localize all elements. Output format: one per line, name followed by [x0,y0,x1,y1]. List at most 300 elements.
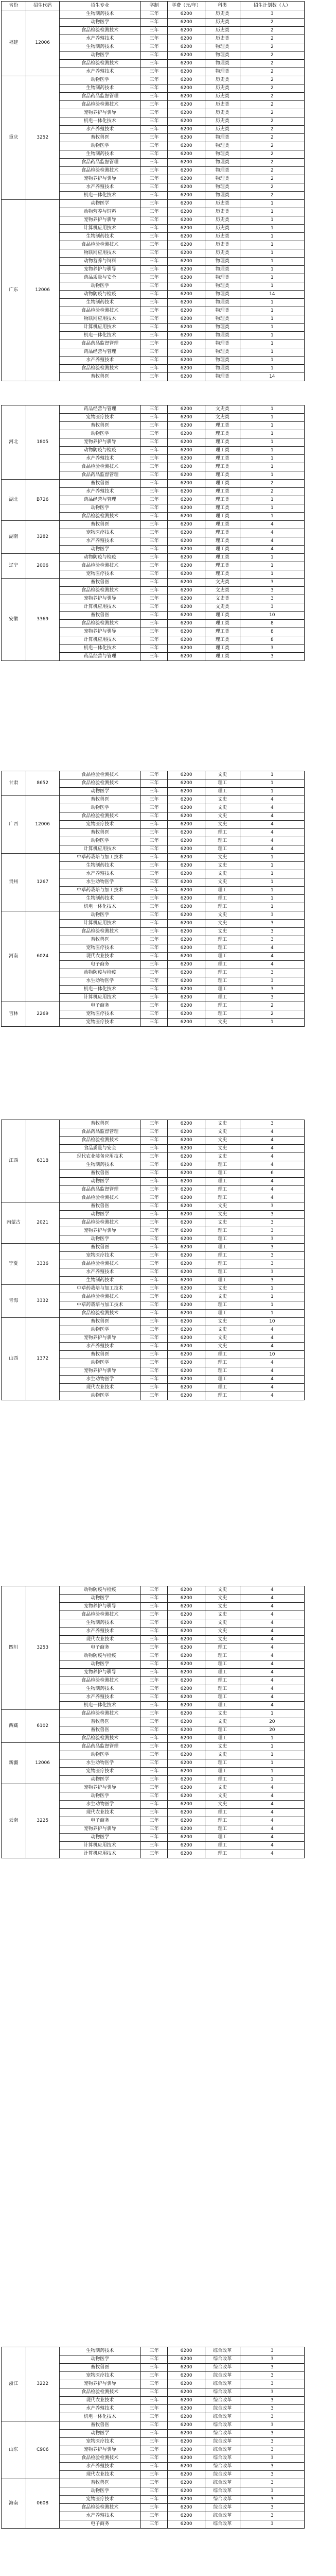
category-cell: 综合改革 [205,2421,240,2430]
major-cell: 宠物养护与驯导 [59,595,140,603]
major-cell: 动物医学 [59,1326,140,1334]
table-row [2,796,305,804]
tuition-cell: 6200 [168,1186,205,1194]
category-cell: 历史类 [205,233,240,241]
category-cell: 综合改革 [205,2454,240,2463]
category-cell: 文史 [205,1751,240,1759]
plan-cell: 1 [240,1293,304,1301]
tuition-cell: 6200 [168,1392,205,1400]
tuition-cell: 6200 [168,595,205,603]
province-cell: 广东 [2,200,26,381]
major-cell: 动物医学 [59,2430,140,2438]
category-cell: 文史 [205,1153,240,1161]
years-cell: 三年 [140,1809,168,1817]
years-cell: 三年 [140,357,168,365]
tuition-cell: 6200 [168,455,205,463]
plan-cell: 2 [240,76,304,84]
province-cell: 河北 [2,405,26,480]
major-cell: 水产养殖技术 [59,537,140,546]
major-cell: 动物医学 [59,1595,140,1603]
plan-cell: 4 [240,521,304,529]
years-cell: 三年 [140,463,168,471]
tuition-cell: 6200 [168,414,205,422]
plan-cell: 1 [240,1751,304,1759]
code-cell: 8652 [26,771,59,796]
province-cell: 辽宁 [2,554,26,579]
category-cell: 理工 [205,1351,240,1359]
major-cell: 动物医学 [59,788,140,796]
years-cell: 三年 [140,1801,168,1809]
major-cell: 食品检验检测技术 [59,167,140,175]
tuition-cell: 6200 [168,1768,205,1776]
tuition-cell: 6200 [168,2496,205,2504]
years-cell: 三年 [140,43,168,52]
province-cell: 海南 [2,2479,26,2529]
years-cell: 三年 [140,274,168,282]
major-cell: 生物制药技术 [59,2347,140,2355]
plan-cell: 3 [240,1211,304,1219]
province-cell: 山东 [2,2421,26,2479]
province-cell: 四川 [2,1586,26,1710]
plan-cell: 4 [240,1186,304,1194]
tuition-cell: 6200 [168,340,205,348]
category-cell: 综合改革 [205,2520,240,2529]
plan-cell: 1 [240,274,304,282]
tuition-cell: 6200 [168,1301,205,1310]
category-cell: 理工 [205,1235,240,1244]
category-cell: 物理类 [205,307,240,315]
years-cell: 三年 [140,1644,168,1652]
major-cell: 畜牧兽医 [59,612,140,620]
category-cell: 理工 [205,1735,240,1743]
years-cell: 三年 [140,895,168,903]
tuition-cell: 6200 [168,68,205,76]
years-cell: 三年 [140,1293,168,1301]
years-cell: 三年 [140,961,168,969]
major-cell: 宠物医疗技术 [59,1010,140,1019]
category-cell: 文史 [205,796,240,804]
code-cell: 12006 [26,796,59,854]
province-cell: 吉林 [2,1002,26,1027]
years-cell: 三年 [140,68,168,76]
plan-cell: 4 [240,1850,304,1858]
plan-cell: 4 [240,546,304,554]
years-cell: 三年 [140,266,168,274]
tuition-cell: 6200 [168,969,205,977]
table-row [2,1244,305,1252]
years-cell: 三年 [140,1334,168,1343]
years-cell: 三年 [140,2479,168,2487]
category-cell: 历史类 [205,208,240,216]
category-cell: 文史 [205,1318,240,1326]
years-cell: 三年 [140,928,168,936]
plan-cell: 1 [240,1776,304,1784]
years-cell: 三年 [140,471,168,480]
years-cell: 三年 [140,1392,168,1400]
plan-cell: 2 [240,175,304,183]
years-cell: 三年 [140,1128,168,1137]
plan-cell: 4 [240,1153,304,1161]
category-cell: 理工类 [205,513,240,521]
province-cell: 河南 [2,911,26,1002]
plan-cell: 1 [240,249,304,258]
category-cell: 理工 [205,1825,240,1834]
tuition-cell: 6200 [168,2520,205,2529]
plan-cell: 3 [240,1244,304,1252]
tuition-cell: 6200 [168,1260,205,1268]
category-cell: 综合改革 [205,2388,240,2397]
major-cell: 宠物医疗技术 [59,2496,140,2504]
category-cell: 文史 [205,1743,240,1751]
code-cell: 1267 [26,854,59,911]
major-cell: 食品检验检测技术 [59,1137,140,1145]
plan-table [1,1586,305,1858]
category-cell: 理工类 [205,570,240,579]
years-cell: 三年 [140,570,168,579]
years-cell: 三年 [140,2355,168,2364]
plan-cell: 3 [240,1277,304,1285]
years-cell: 三年 [140,1252,168,1260]
category-cell: 文史 [205,1710,240,1718]
category-cell: 理工类 [205,562,240,570]
tuition-cell: 6200 [168,1718,205,1726]
category-cell: 物理类 [205,68,240,76]
major-cell: 动物医学 [59,19,140,27]
major-cell: 生物制药技术 [59,10,140,19]
major-cell: 宠物医疗技术 [59,1252,140,1260]
years-cell: 三年 [140,587,168,595]
code-cell: 6024 [26,911,59,1002]
tuition-cell: 6200 [168,357,205,365]
tuition-cell: 6200 [168,1227,205,1235]
tuition-cell: 6200 [168,1211,205,1219]
major-cell: 动物医学 [59,911,140,920]
major-cell: 动物医学 [59,804,140,812]
category-cell: 理工 [205,1170,240,1178]
province-cell: 湖南 [2,521,26,554]
tuition-cell: 6200 [168,903,205,911]
years-cell: 三年 [140,1586,168,1595]
tuition-cell: 6200 [168,1128,205,1137]
major-cell: 宠物医疗技术 [59,2372,140,2380]
plan-cell: 3 [240,653,304,661]
years-cell: 三年 [140,1301,168,1310]
category-cell: 物理类 [205,159,240,167]
plan-cell: 2 [240,117,304,126]
major-cell: 宠物医疗技术 [59,2438,140,2446]
tuition-cell: 6200 [168,521,205,529]
plan-cell: 2 [240,150,304,159]
years-cell: 三年 [140,1145,168,1153]
category-cell: 历史类 [205,10,240,19]
years-cell: 三年 [140,208,168,216]
category-cell: 文史 [205,1326,240,1334]
major-cell: 食品药品监督管理 [59,159,140,167]
years-cell: 三年 [140,1161,168,1170]
major-cell: 动物医学 [59,1392,140,1400]
major-cell: 食品检验检测技术 [59,307,140,315]
tuition-cell: 6200 [168,1628,205,1636]
years-cell: 三年 [140,1343,168,1351]
tuition-cell: 6200 [168,1343,205,1351]
plan-cell: 10 [240,612,304,620]
plan-cell: 4 [240,1834,304,1842]
tuition-cell: 6200 [168,554,205,562]
plan-cell: 3 [240,2496,304,2504]
plan-cell: 2 [240,488,304,496]
province-cell: 浙江 [2,2347,26,2421]
major-cell: 宠物医疗技术 [59,414,140,422]
header-major: 招生专业 [59,2,140,10]
years-cell: 三年 [140,1186,168,1194]
category-cell: 文史 [205,928,240,936]
plan-cell: 4 [240,1842,304,1850]
category-cell: 综合改革 [205,2504,240,2512]
years-cell: 三年 [140,920,168,928]
category-cell: 综合改革 [205,2405,240,2413]
major-cell: 宠物养护与驯导 [59,1334,140,1343]
major-cell: 水产养殖技术 [59,68,140,76]
plan-cell: 4 [240,1825,304,1834]
category-cell: 理工类 [205,455,240,463]
plan-cell: 3 [240,936,304,944]
category-cell: 物理类 [205,134,240,142]
major-cell: 动物医学 [59,1776,140,1784]
category-cell: 物理类 [205,373,240,381]
major-cell: 动物医学 [59,200,140,208]
category-cell: 理工 [205,1252,240,1260]
years-cell: 三年 [140,480,168,488]
category-cell: 文史类 [205,405,240,414]
plan-cell: 3 [240,579,304,587]
plan-cell: 1 [240,471,304,480]
tuition-cell: 6200 [168,1693,205,1702]
major-cell: 食品检验检测技术 [59,1260,140,1268]
plan-cell: 1 [240,282,304,291]
plan-cell: 1 [240,455,304,463]
category-cell: 物理类 [205,348,240,357]
tuition-cell: 6200 [168,2479,205,2487]
years-cell: 三年 [140,994,168,1002]
category-cell: 文史 [205,911,240,920]
plan-cell: 1 [240,903,304,911]
tuition-cell: 6200 [168,1825,205,1834]
major-cell: 畜牧兽医 [59,579,140,587]
category-cell: 理工 [205,961,240,969]
major-cell: 畜牧兽医 [59,480,140,488]
major-cell: 畜牧兽医 [59,1318,140,1326]
plan-cell: 3 [240,911,304,920]
major-cell: 食品检验检测技术 [59,1710,140,1718]
years-cell: 三年 [140,1002,168,1010]
plan-cell: 2 [240,101,304,109]
years-cell: 三年 [140,977,168,986]
plan-table [1,2347,305,2529]
major-cell: 机电一体化技术 [59,986,140,994]
tuition-cell: 6200 [168,183,205,192]
category-cell: 历史类 [205,76,240,84]
category-cell: 文史 [205,878,240,887]
major-cell: 机电一体化技术 [59,332,140,340]
category-cell: 物理类 [205,315,240,324]
major-cell: 食品检验检测技术 [59,513,140,521]
tuition-cell: 6200 [168,291,205,299]
years-cell: 三年 [140,1310,168,1318]
years-cell: 三年 [140,1842,168,1850]
years-cell: 三年 [140,76,168,84]
major-cell: 畜牧兽医 [59,1351,140,1359]
major-cell: 水产养殖技术 [59,183,140,192]
tuition-cell: 6200 [168,365,205,373]
table-row [2,480,305,488]
category-cell: 理工类 [205,496,240,504]
tuition-cell: 6200 [168,117,205,126]
category-cell: 理工 [205,936,240,944]
category-cell: 理工类 [205,447,240,455]
tuition-cell: 6200 [168,1636,205,1644]
major-cell: 机电一体化技术 [59,645,140,653]
years-cell: 三年 [140,953,168,961]
code-cell: 3225 [26,1784,59,1858]
major-cell: 动物医学 [59,52,140,60]
tuition-cell: 6200 [168,854,205,862]
tuition-cell: 6200 [168,274,205,282]
major-cell: 水产养殖技术 [59,488,140,496]
major-cell: 食品检验检测技术 [59,779,140,788]
major-cell: 食品检验检测技术 [59,1677,140,1685]
tuition-cell: 6200 [168,2504,205,2512]
category-cell: 综合改革 [205,2471,240,2479]
years-cell: 三年 [140,2397,168,2405]
years-cell: 三年 [140,2487,168,2496]
major-cell: 现代农业技术 [59,2397,140,2405]
category-cell: 历史类 [205,126,240,134]
years-cell: 三年 [140,167,168,175]
category-cell: 理工 [205,994,240,1002]
years-cell: 三年 [140,126,168,134]
major-cell: 动物营养与饲料 [59,208,140,216]
tuition-cell: 6200 [168,537,205,546]
table-row [2,1120,305,1128]
plan-cell: 1 [240,307,304,315]
tuition-cell: 6200 [168,35,205,43]
category-cell: 理工 [205,986,240,994]
category-cell: 理工 [205,1677,240,1685]
major-cell: 电子商务 [59,1002,140,1010]
table-row [2,1318,305,1326]
tuition-cell: 6200 [168,109,205,117]
plan-cell: 1 [240,463,304,471]
years-cell: 三年 [140,2504,168,2512]
plan-cell: 3 [240,2405,304,2413]
tuition-cell: 6200 [168,84,205,93]
tuition-cell: 6200 [168,1611,205,1619]
years-cell: 三年 [140,1726,168,1735]
years-cell: 三年 [140,1384,168,1392]
plan-cell: 4 [240,1784,304,1792]
table-row [2,1586,305,1595]
plan-cell: 3 [240,1120,304,1128]
category-cell: 物理类 [205,274,240,282]
years-cell: 三年 [140,2388,168,2397]
category-cell: 历史类 [205,35,240,43]
category-cell: 理工 [205,1817,240,1825]
tuition-cell: 6200 [168,1019,205,1027]
category-cell: 物理类 [205,357,240,365]
years-cell: 三年 [140,554,168,562]
years-cell: 三年 [140,175,168,183]
plan-cell: 2 [240,27,304,35]
category-cell: 理工 [205,1010,240,1019]
years-cell: 三年 [140,2380,168,2388]
category-cell: 理工类 [205,529,240,537]
tuition-cell: 6200 [168,60,205,68]
major-cell: 水产养殖技术 [59,1268,140,1277]
tuition-cell: 6200 [168,315,205,324]
category-cell: 理工 [205,788,240,796]
category-cell: 历史类 [205,109,240,117]
major-cell: 动物医学 [59,1792,140,1801]
plan-cell: 1 [240,200,304,208]
plan-cell: 4 [240,529,304,537]
major-cell: 水生动物医学 [59,1376,140,1384]
plan-cell: 1 [240,357,304,365]
years-cell: 三年 [140,225,168,233]
years-cell: 三年 [140,812,168,821]
years-cell: 三年 [140,1235,168,1244]
tuition-cell: 6200 [168,936,205,944]
category-cell: 文史 [205,1334,240,1343]
table-row [2,10,305,19]
major-cell: 水生动物医学 [59,1759,140,1768]
years-cell: 三年 [140,249,168,258]
tuition-cell: 6200 [168,1619,205,1628]
province-cell: 重庆 [2,76,26,200]
province-cell: 湖北 [2,480,26,521]
years-cell: 三年 [140,1170,168,1178]
major-cell: 宠物养护与驯导 [59,175,140,183]
major-cell: 水产养殖技术 [59,2512,140,2520]
tuition-cell: 6200 [168,1710,205,1718]
plan-cell: 1 [240,1743,304,1751]
major-cell: 水生动物医学 [59,878,140,887]
plan-cell: 1 [240,504,304,513]
years-cell: 三年 [140,258,168,266]
category-cell: 文史 [205,1285,240,1293]
tuition-cell: 6200 [168,796,205,804]
plan-cell: 4 [240,1652,304,1660]
years-cell: 三年 [140,1743,168,1751]
years-cell: 三年 [140,142,168,150]
tuition-cell: 6200 [168,870,205,878]
tuition-cell: 6200 [168,471,205,480]
major-cell: 动物防疫与检疫 [59,1586,140,1595]
tuition-cell: 6200 [168,1202,205,1211]
category-cell: 理工 [205,1685,240,1693]
years-cell: 三年 [140,1677,168,1685]
header-years: 学制 [140,2,168,10]
plan-cell: 4 [240,1595,304,1603]
plan-cell: 4 [240,821,304,829]
code-cell: 3332 [26,1285,59,1318]
years-cell: 三年 [140,845,168,854]
category-cell: 理工 [205,1186,240,1194]
tuition-cell: 6200 [168,2380,205,2388]
plan-cell: 1 [240,895,304,903]
plan-cell: 3 [240,645,304,653]
years-cell: 三年 [140,2405,168,2413]
code-cell: C906 [26,2421,59,2479]
